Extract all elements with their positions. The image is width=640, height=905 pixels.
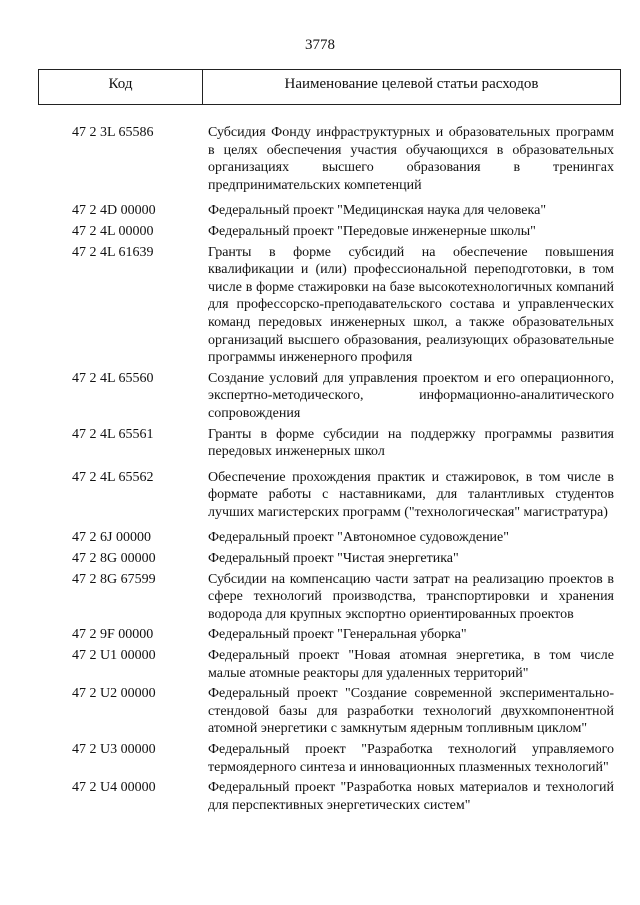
row-code: 47 2 8G 67599: [72, 571, 156, 587]
row-code: 47 2 9F 00000: [72, 627, 154, 643]
table-row: [72, 244, 614, 367]
row-name: Федеральный проект "Передовые инженерные школы": [208, 223, 536, 239]
row-code: 47 2 4L 61639: [72, 244, 154, 260]
row-name: Субсидии на компенсацию части затрат на реализацию проектов в сфере технологий производства, транспортировки и хранения водорода для крупных экспортно ориентированных проектов: [208, 571, 614, 622]
table-row: [72, 550, 614, 568]
row-name: Федеральный проект "Медицинская наука для человека": [208, 203, 547, 219]
table-row: [72, 529, 614, 547]
row-name: Гранты в форме субсидии на поддержку программы развития передовых инженерных школ: [208, 426, 614, 460]
row-name: Федеральный проект "Генеральная уборка": [208, 627, 467, 643]
row-code: 47 2 4D 00000: [72, 203, 156, 219]
code-column-header: Код: [39, 70, 203, 104]
row-name: Субсидия Фонду инфраструктурных и образовательных программ в целях обеспечения участия обучающихся в образовательных организациях высшего образования в тренингах предпринимательских компетенций: [208, 125, 614, 193]
table-row: [72, 202, 614, 220]
row-code: 47 2 U4 00000: [72, 780, 156, 796]
table-row: [72, 626, 614, 644]
table-row: [72, 469, 614, 522]
row-code: 47 2 U3 00000: [72, 742, 156, 757]
budget-items-list: [72, 124, 614, 817]
row-code: 47 2 4L 65562: [72, 469, 154, 485]
row-code: 47 2 4L 65561: [72, 426, 154, 442]
table-row: [72, 426, 614, 461]
page-number: 3778: [305, 37, 335, 53]
row-code: 47 2 8G 00000: [72, 551, 156, 567]
table-row: [72, 741, 614, 776]
table-row: [72, 223, 614, 241]
table-row: [72, 370, 614, 423]
row-code: 47 2 4L 00000: [72, 223, 154, 239]
table-row: [72, 779, 614, 814]
row-code: 47 2 U2 00000: [72, 686, 156, 702]
table-row: [72, 571, 614, 624]
table-row: [72, 685, 614, 738]
name-column-header: Наименование целевой статьи расходов: [284, 76, 539, 92]
row-code: 47 2 3L 65586: [72, 125, 154, 140]
row-name: Обеспечение прохождения практик и стажировок, в том числе в формате работы с наставниками, для талантливых студентов лучших магистерских программ ("технологическая" магистратура): [208, 469, 614, 520]
row-name: Федеральный проект "Чистая энергетика": [208, 551, 459, 567]
row-name: Федеральный проект "Создание современной экспериментально-стендовой базы для разработки технологий двухкомпонентной атомной энергетики с замкнутым ядерным топливным циклом": [208, 686, 614, 737]
table-row: [72, 124, 614, 194]
row-name: Федеральный проект "Разработка технологий управляемого термоядерного синтеза и инновационных плазменных технологий": [208, 742, 614, 775]
row-code: 47 2 U1 00000: [72, 648, 156, 664]
table-header: [38, 69, 621, 105]
table-row: [72, 647, 614, 682]
row-name: Федеральный проект "Новая атомная энергетика, в том числе малые атомные реакторы для удаленных территорий": [208, 648, 614, 681]
row-name: Создание условий для управления проектом и его операционного, экспертно-методического, информационно-аналитического сопровождения: [208, 370, 614, 421]
row-code: 47 2 4L 65560: [72, 370, 154, 386]
row-name: Федеральный проект "Автономное судовождение": [208, 530, 509, 546]
row-code: 47 2 6J 00000: [72, 530, 151, 546]
row-name: Федеральный проект "Разработка новых материалов и технологий для перспективных энергетических систем": [208, 780, 614, 813]
row-name: Гранты в форме субсидий на обеспечение повышения квалификации и (или) профессиональной переподготовки, в том числе в форме стажировки на базе высокотехнологичных компаний для профессорско-преподавательского состава и управленческих команд передовых инженерных школ, а также образовательных организаций высшего образования, реализующих образовательные программы инженерного профиля: [208, 244, 614, 366]
